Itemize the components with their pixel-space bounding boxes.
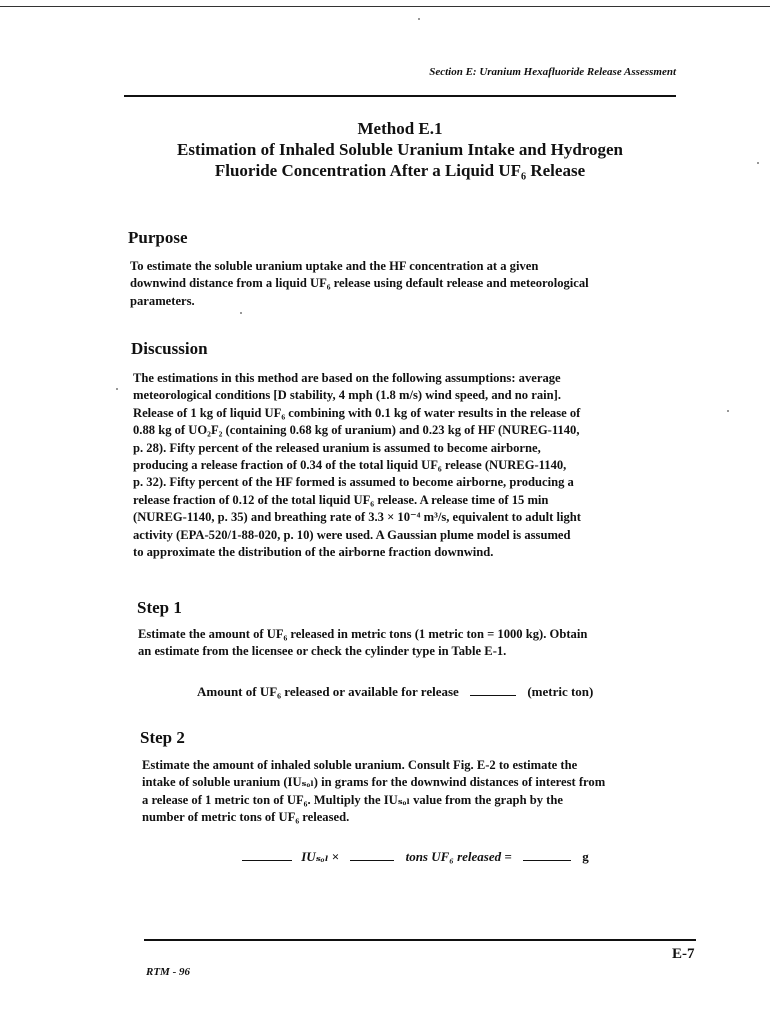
discussion-paragraph [133, 370, 698, 561]
step1-line: Estimate the amount of UF₆ released in metric tons (1 metric ton = 1000 kg). Obtain [138, 627, 588, 641]
step2-heading: Step 2 [140, 728, 185, 747]
formula-term-1: IUₛₒₗ × [301, 849, 340, 864]
iu-sol-blank-field[interactable] [242, 848, 292, 861]
step2-line: a release of 1 metric ton of UF₆. Multiply the IUₛₒₗ value from the graph by the [142, 792, 563, 807]
discussion-line: producing a release fraction of 0.34 of the total liquid UF₆ release (NUREG-1140, [133, 458, 567, 473]
title-line-1: Method E.1 [357, 119, 443, 138]
discussion-line: 0.88 kg of UO₂F₂ (containing 0.68 kg of uranium) and 0.23 kg of HF (NUREG-1140, [133, 423, 580, 438]
discussion-heading: Discussion [131, 339, 208, 358]
discussion-line: release fraction of 0.12 of the total liquid UF₆ release. A release time of 15 min [133, 492, 549, 507]
step1-line: an estimate from the licensee or check the cylinder type in Table E-1. [138, 644, 507, 659]
scan-speck [418, 18, 420, 20]
scan-speck [240, 312, 242, 314]
discussion-line: p. 32). Fifty percent of the HF formed is assumed to become airborne, producing a [133, 475, 574, 490]
step1-amount-line [197, 683, 593, 700]
purpose-line: downwind distance from a liquid UF₆ release using default release and meteorological [130, 276, 589, 291]
formula-term-2: tons UF₆ released = [405, 849, 512, 864]
title-line-3: Fluoride Concentration After a Liquid UF₆ Release [214, 161, 586, 180]
amount-blank-field[interactable] [470, 683, 516, 696]
scan-edge-line [0, 6, 770, 7]
discussion-line: activity (EPA-520/1-88-020, p. 10) were used. A Gaussian plume model is assumed [133, 527, 571, 542]
step1-heading: Step 1 [137, 598, 182, 617]
scan-speck [727, 410, 729, 412]
title-line-2: Estimation of Inhaled Soluble Uranium Intake and Hydrogen [176, 140, 624, 159]
discussion-line: Release of 1 kg of liquid UF₆ combining with 0.1 kg of water results in the release of [133, 405, 581, 420]
discussion-line: p. 28). Fifty percent of the released uranium is assumed to become airborne, [133, 440, 541, 455]
step2-paragraph [142, 757, 702, 827]
amount-label: Amount of UF₆ released or available for release [197, 684, 459, 699]
formula-unit: g [582, 849, 589, 864]
purpose-line: To estimate the soluble uranium uptake and the HF concentration at a given [130, 259, 539, 273]
result-blank-field[interactable] [523, 848, 571, 861]
running-header: Section E: Uranium Hexafluoride Release Assessment [429, 66, 676, 78]
purpose-heading: Purpose [128, 228, 188, 247]
footer-rule [144, 939, 696, 941]
scan-speck [116, 388, 118, 390]
discussion-line: to approximate the distribution of the airborne fraction downwind. [133, 545, 494, 560]
footer-page-number: E-7 [672, 946, 695, 962]
step2-formula [242, 848, 589, 865]
discussion-line: (NUREG-1140, p. 35) and breathing rate of 3.3 × 10⁻⁴ m³/s, equivalent to adult light [133, 510, 581, 525]
purpose-paragraph [130, 258, 690, 310]
discussion-line: meteorological conditions [D stability, 4 mph (1.8 m/s) wind speed, and no rain]. [133, 388, 561, 403]
step2-line: intake of soluble uranium (IUₛₒₗ) in grams for the downwind distances of interest from [142, 775, 606, 790]
discussion-line: The estimations in this method are based on the following assumptions: average [133, 371, 561, 385]
method-title [150, 118, 650, 181]
tons-blank-field[interactable] [350, 848, 394, 861]
step1-paragraph [138, 626, 698, 661]
step2-line: number of metric tons of UF₆ released. [142, 810, 350, 825]
amount-unit: (metric ton) [527, 684, 594, 699]
step2-line: Estimate the amount of inhaled soluble uranium. Consult Fig. E-2 to estimate the [142, 758, 578, 772]
purpose-line: parameters. [130, 293, 195, 308]
header-rule [124, 95, 676, 97]
scan-speck [757, 162, 759, 164]
footer-document-id: RTM - 96 [146, 966, 190, 978]
